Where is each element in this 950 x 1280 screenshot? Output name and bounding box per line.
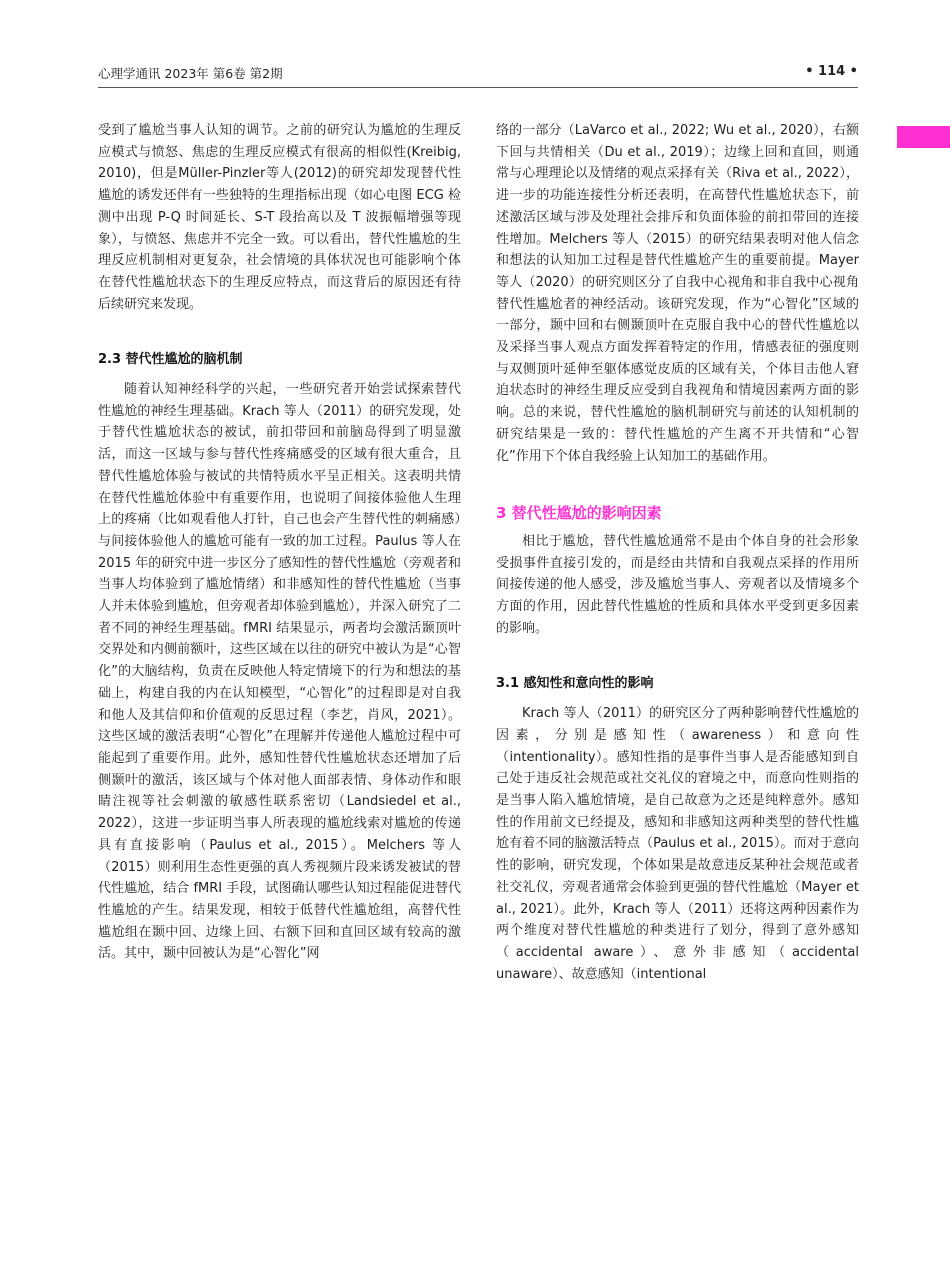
left-column bbox=[98, 120, 461, 965]
paragraph-continued-right: 络的一部分（LaVarco et al., 2022; Wu et al., 2020），右额下回与共情相关（Du et al., 2019）；边缘上回和直回，则通常与心理理论以及情绪的观点采择有关（Riva et al., 2022），进一步的功能连接性分析还表明，在高替代性尴尬状态下，前述激活区域与涉及处理社会排斥和负面体验的前扣带回的连接性增加。Melchers 等人（2015）的研究结果表明对他人信念和想法的认知加工过程是替代性尴尬产生的重要前提。Mayer 等人（2020）的研究则区分了自我中心视角和非自我中心视角替代性尴尬者的神经活动。该研究发现，作为“心智化”区域的一部分，颞中回和右侧颞顶叶在克服自我中心的替代性尴尬以及采择当事人观点方面发挥着特定的作用，情感表征的强度则与双侧顶叶延伸至躯体感觉皮质的区域有关，个体目击他人窘迫状态时的神经生理反应受到自我视角和情境因素两方面的影响。总的来说，替代性尴尬的脑机制研究与前述的认知机制的研究结果是一致的：替代性尴尬的产生离不开共情和“心智化”作用下个体自我经验上认知加工的基础作用。 bbox=[496, 123, 859, 464]
paragraph-brain-mechanism: 随着认知神经科学的兴起，一些研究者开始尝试探索替代性尴尬的神经生理基础。Krach 等人（2011）的研究发现，处于替代性尴尬状态的被试，前扣带回和前脑岛得到了明显激活，而这一区域与参与替代性疼痛感受的区域有很大重合，且替代性尴尬体验与被试的共情特质水平呈正相关。这表明共情在替代性尴尬体验中有重要作用，也说明了间接体验他人生理上的疼痛（比如观看他人打针，自己也会产生替代性的刺痛感）与间接体验他人的尴尬可能有一致的加工过程。Paulus 等人在 2015 年的研究中进一步区分了感知性的替代性尴尬（旁观者和当事人均体验到了尴尬情绪）和非感知性的替代性尴尬（当事人并未体验到尴尬，但旁观者却体验到尴尬），并深入研究了二者不同的神经生理基础。fMRI 结果显示，两者均会激活颞顶叶交界处和内侧前额叶，这些区域在以往的研究中被认为是“心智化”的大脑结构，负责在反映他人特定情境下的行为和想法的基础上，构建自我的内在认知模型，“心智化”的过程即是对自我和他人及其信仰和价值观的反思过程（李艺，肖风，2021）。这些区域的激活表明“心智化”在理解并传递他人尴尬过程中可能起到了重要作用。此外，感知性替代性尴尬状态还增加了后侧颞叶的激活，该区域与个体对他人面部表情、身体动作和眼睛注视等社会刺激的敏感性联系密切（Landsiedel et al., 2022），这进一步证明当事人所表现的尴尬线索对尴尬的传递具有直接影响（Paulus et al., 2015）。Melchers 等人（2015）则利用生态性更强的真人秀视频片段来诱发被试的替代性尴尬，结合 fMRI 手段，试图确认哪些认知过程能促进替代性尴尬的产生。结果发现，相较于低替代性尴尬组，高替代性尴尬组在颞中回、边缘上回、右额下回和直回区域有较高的激活。其中，颞中回被认为是“心智化”网 bbox=[98, 382, 461, 962]
page-number: • 114 • bbox=[805, 64, 858, 79]
right-column bbox=[496, 120, 859, 985]
running-header bbox=[98, 64, 858, 84]
paragraph-continued: 受到了尴尬当事人认知的调节。之前的研究认为尴尬的生理反应模式与愤怒、焦虑的生理反应模式有很高的相似性(Kreibig, 2010)，但是Müller-Pinzler等人(2012)的研究却发现替代性尴尬的诱发还伴有一些独特的生理指标出现（如心电图 ECG 检测中出现 P-Q 时间延长、S-T 段抬高以及 T 波振幅增强等现象），与愤怒、焦虑并不完全一致。可以看出，替代性尴尬的生理反应机制相对更复杂，社会情境的具体状况也可能影响个体在替代性尴尬状态下的生理反应特点，而这背后的原因还有待后续研究来发现。 bbox=[98, 123, 461, 312]
section-heading-2-3: 2.3 替代性尴尬的脑机制 bbox=[98, 352, 243, 368]
paragraph-influencing-factors: 相比于尴尬，替代性尴尬通常不是由个体自身的社会形象受损事件直接引发的，而是经由共情和自我观点采择的作用所间接传递的他人感受，涉及尴尬当事人、旁观者以及情境多个方面的作用，因此替代性尴尬的性质和具体水平受到更多因素的影响。 bbox=[496, 533, 859, 636]
section-heading-3: 3 替代性尴尬的影响因素 bbox=[496, 504, 662, 523]
section-tab-marker bbox=[897, 126, 950, 148]
journal-citation: 心理学通讯 2023年 第6卷 第2期 bbox=[98, 66, 283, 81]
paragraph-awareness-intentionality: Krach 等人（2011）的研究区分了两种影响替代性尴尬的因素，分别是感知性（awareness）和意向性（intentionality）。感知性指的是事件当事人是否能感知到自己处于违反社会规范或社交礼仪的窘境之中，而意向性则指的是当事人陷入尴尬情境，是自己故意为之还是纯粹意外。感知性的作用前文已经提及，感知和非感知这两种类型的替代性尴尬有着不同的脑激活特点（Paulus et al., 2015）。而对于意向性的影响，研究发现，个体如果是故意违反某种社会规范或者社交礼仪，旁观者通常会体验到更强的替代性尴尬（Mayer et al., 2021）。此外，Krach 等人（2011）还将这两种因素作为两个维度对替代性尴尬的种类进行了划分，得到了意外感知（accidental aware）、意外非感知（accidental unaware）、故意感知（intentional bbox=[496, 706, 859, 982]
section-heading-3-1: 3.1 感知性和意向性的影响 bbox=[496, 676, 654, 692]
header-divider bbox=[98, 87, 858, 88]
